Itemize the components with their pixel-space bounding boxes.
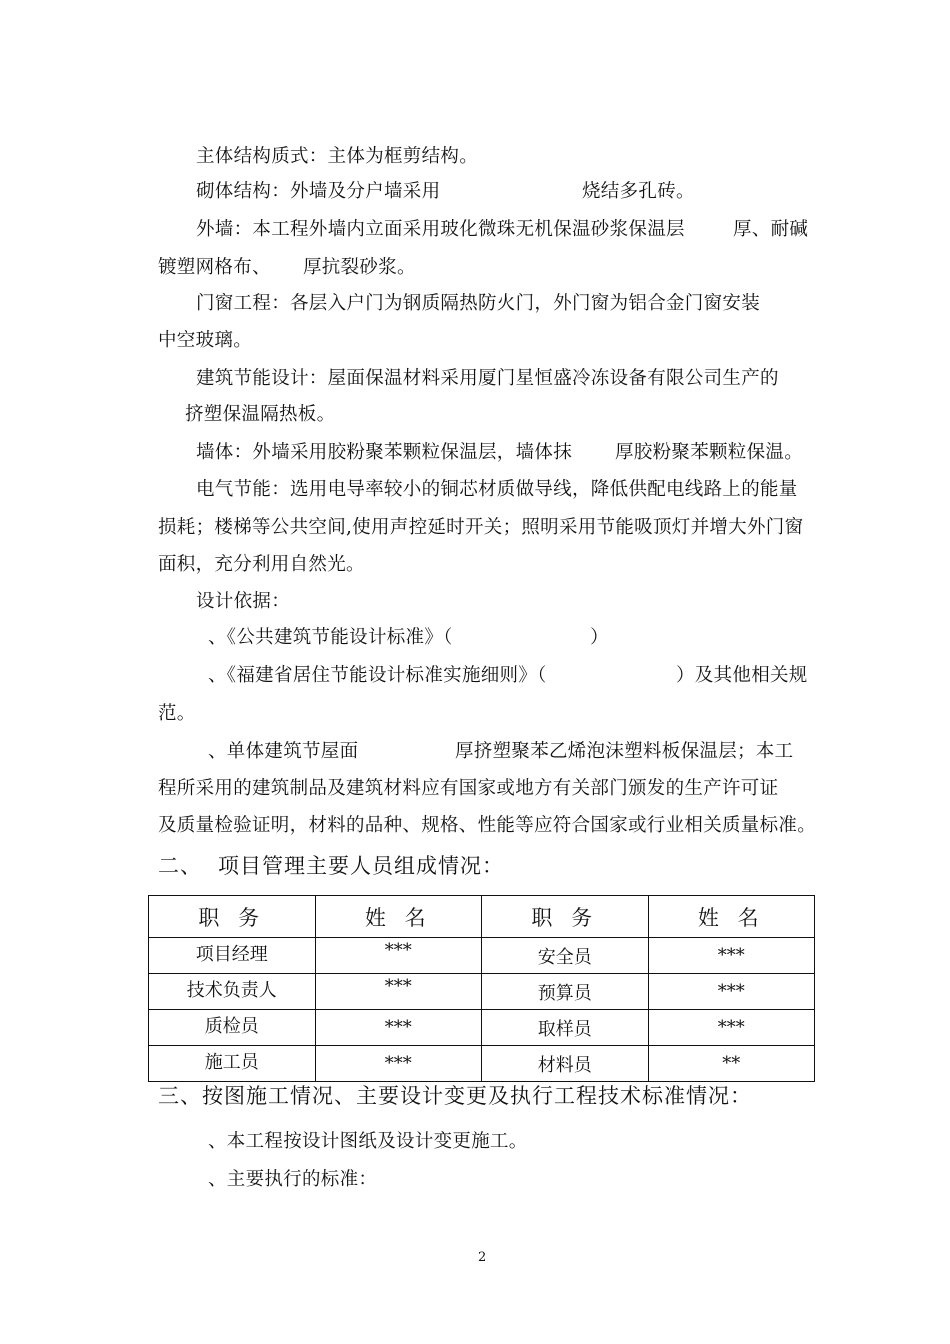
table-cell: 施工员: [149, 1046, 316, 1082]
exterior-wall-line-d: 厚抗裂砂浆。: [303, 257, 416, 278]
header-position: 职 务: [482, 896, 649, 938]
table-cell: ***: [648, 1010, 815, 1046]
table-cell: 技术负责人: [149, 974, 316, 1010]
standard-ref-2-cont: 范。: [158, 703, 196, 724]
standard-ref-1-close: ）: [590, 627, 609, 648]
table-row: [149, 1046, 815, 1082]
table-cell: 取样员: [482, 1010, 649, 1046]
table-cell: ***: [648, 938, 815, 974]
electrical-line-b: 损耗；楼梯等公共空间,使用声控延时开关；照明采用节能吸顶灯并增大外门窗: [158, 517, 804, 538]
design-basis-label: 设计依据：: [196, 591, 291, 612]
roof-insulation-line-d: 及质量检验证明，材料的品种、规格、性能等应符合国家或行业相关质量标准。: [158, 815, 817, 836]
table-cell: 质检员: [149, 1010, 316, 1046]
standard-ref-2: 、《福建省居住节能设计标准实施细则》（: [208, 665, 547, 686]
section3-item-1: 、本工程按设计图纸及设计变更施工。: [208, 1131, 528, 1152]
table-cell: ***: [315, 1046, 482, 1082]
doors-windows-line-a: 门窗工程：各层入户门为钢质隔热防火门，外门窗为铝合金门窗安装: [196, 293, 761, 314]
table-cell: 项目经理: [149, 938, 316, 974]
structure-line: 主体结构质式：主体为框剪结构。: [196, 146, 479, 167]
table-row: [149, 974, 815, 1010]
energy-design-line-b: 挤塑保温隔热板。: [185, 404, 336, 425]
header-name: 姓 名: [648, 896, 815, 938]
roof-insulation-line-b: 厚挤塑聚苯乙烯泡沫塑料板保温层；本工: [455, 741, 794, 762]
page-number: 2: [478, 1250, 487, 1265]
table-row: [149, 1010, 815, 1046]
section2-heading: 项目管理主要人员组成情况：: [218, 854, 504, 878]
electrical-line-a: 电气节能：选用电导率较小的铜芯材质做导线，降低供配电线路上的能量: [196, 479, 798, 500]
table-cell: ***: [315, 974, 482, 1010]
exterior-wall-line-b: 厚、耐碱: [733, 219, 809, 240]
section3-heading: 三、按图施工情况、主要设计变更及执行工程技术标准情况：: [158, 1084, 752, 1108]
standard-ref-1: 、《公共建筑节能设计标准》（: [208, 627, 453, 648]
masonry-line-b: 烧结多孔砖。: [582, 181, 695, 202]
roof-insulation-line-a: 、单体建筑节屋面: [208, 741, 359, 762]
table-cell: **: [648, 1046, 815, 1082]
section3-item-2: 、主要执行的标准：: [208, 1169, 378, 1190]
roof-insulation-line-c: 程所采用的建筑制品及建筑材料应有国家或地方有关部门颁发的生产许可证: [158, 778, 779, 799]
masonry-line-a: 砌体结构：外墙及分户墙采用: [196, 181, 441, 202]
table-cell: ***: [648, 974, 815, 1010]
table-header-row: [149, 896, 815, 938]
table-cell: ***: [315, 1010, 482, 1046]
table-cell: 材料员: [482, 1046, 649, 1082]
wall-body-line-b: 厚胶粉聚苯颗粒保温。: [615, 442, 804, 463]
doors-windows-line-b: 中空玻璃。: [158, 330, 253, 351]
table-row: [149, 938, 815, 974]
table-cell: 预算员: [482, 974, 649, 1010]
exterior-wall-line-a: 外墙：本工程外墙内立面采用玻化微珠无机保温砂浆保温层: [196, 219, 685, 240]
header-name: 姓 名: [315, 896, 482, 938]
electrical-line-c: 面积，充分利用自然光。: [158, 554, 365, 575]
exterior-wall-line-c: 镀塑网格布、: [158, 257, 271, 278]
staff-table: [148, 895, 815, 1082]
header-position: 职 务: [149, 896, 316, 938]
wall-body-line-a: 墙体：外墙采用胶粉聚苯颗粒保温层，墙体抹: [196, 442, 573, 463]
table-cell: ***: [315, 938, 482, 974]
section2-number: 二、: [158, 854, 202, 878]
standard-ref-2-close: ）及其他相关规: [676, 665, 808, 686]
energy-design-line-a: 建筑节能设计：屋面保温材料采用厦门星恒盛冷冻设备有限公司生产的: [196, 368, 779, 389]
table-cell: 安全员: [482, 938, 649, 974]
